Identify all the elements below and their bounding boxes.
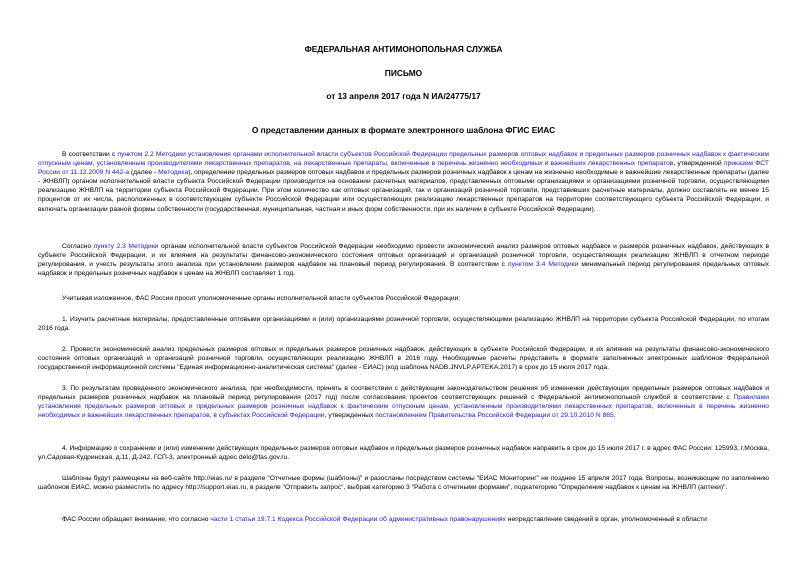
text-run: минимальный период регулирования предельных оптовых надбавок и предельных розничных надбавок к ценам на ЖНВЛП составляет 1 год. (38, 261, 770, 278)
paragraph-analysis (38, 242, 769, 278)
text-run: 3. По результатам проведенного экономического анализа, при необходимости, принять в соответствии с действующим законодательством решения об изменении действующих предельных размеров оптовых надбавок и предельных размеров розничных надбавок на плановый период регулирования (2017 год) после согласования проектов соответствующих решений с Федеральной антимонопольной службой в соответствии с (38, 385, 769, 402)
paragraph-item-4: 4. Информацию о сохранении и (или) изменении действующих предельных размеров оптовых надбавок и предельных размеров розничных надбавок направить в срок до 15 июля 2017 г. в адрес ФАС России: 125993, г.Москва, ул.Садовая-Кудринская, д.11, Д-242, ГСП-3, электронный адрес delo@fas.gov.ru. (38, 445, 769, 462)
text-run: В соответствии с (62, 151, 118, 158)
document-subject: О представлении данных в формате электронного шаблона ФГИС ЕИАС (251, 125, 556, 135)
methodology-clause-2-3-link[interactable]: пункту 2.3 Методики (93, 243, 159, 250)
agency-title: ФЕДЕРАЛЬНАЯ АНТИМОНОПОЛЬНАЯ СЛУЖБА (304, 44, 503, 54)
paragraph-methodology (38, 150, 769, 214)
paragraph-item-1: 1. Изучить расчетные материалы, предоставленные оптовыми организациями и (или) организациями розничной торговли, осуществляющими реализацию ЖНВЛП на территории субъекта Российской Федерации, по итогам 2016 года. (38, 316, 769, 333)
document-date-number: от 13 апреля 2017 года N ИА/24775/17 (326, 91, 481, 101)
koap-article-link[interactable]: части 1 статьи 19.7.1 Кодекса Российской Федерации об административных правонарушениях (210, 516, 506, 523)
text-run: Согласно (62, 243, 94, 250)
paragraph-item-3 (38, 384, 769, 420)
fst-order-link[interactable]: приказом ФСТ России от 11.12.2009 N 442-а (38, 160, 769, 177)
methodology-clause-3-4-link[interactable]: пунктом 3.4 Методики (508, 261, 579, 269)
text-run: органам исполнительной власти субъектов Российской Федерации необходимо провести экономический анализ размеров оптовых надбавок и размеров розничных надбавок, действующих в субъекте Российской Федерации, и их влияния на результаты финансово-экономического состояния оптовых организаций и организаций розничной торговли, осуществляющих реализацию ЖНВЛП в отчетном периоде регулирования, и учесть результаты этого анализа при установлении размеров надбавок на плановый период регулирования. В соответствии с (38, 243, 770, 269)
text-run: . (613, 412, 616, 420)
text-run: ), определение предельных размеров оптовых надбавок и предельных размеров розничных надбавок к ценам на жизненно необходимые и важнейшие лекарственные препараты (далее - ЖНВЛП) органом исполнительной власти субъекта Российской Федерации производится на основании расчетных материалов, представленных оптовыми организациями и организациями розничной торговли, осуществляющими реализацию ЖНВЛП на территории субъекта Российской Федерации. При этом количество как оптовых организаций, так и организаций розничной торговли, представивших расчетные материалы, должно составлять не менее 15 процентов от их числа, расположенных в соответствующем субъекте Российской Федерации или осуществляющих реализацию лекарственных препаратов на территории соответствующего субъекта Российской Федерации, и включать организации разной формы собственности (государственная, муниципальная, частная и иных форм собственности, при их наличии в субъекте Российской Федерации). (38, 169, 769, 213)
government-resolution-link[interactable]: постановлением Правительства Российской Федерации от 29.10.2010 N 865 (375, 412, 614, 420)
paragraph-request: Учитывая изложенное, ФАС России просит уполномоченные органы исполнительной власти субъектов Российской Федерации: (62, 295, 461, 302)
paragraph-item-2: 2. Провести экономический анализ предельных размеров оптовых и предельных размеров розничных надбавок, действующих в субъекте Российской Федерации, и их влияния на результаты финансово-экономического состояния оптовых организаций и организаций розничной торговли, осуществляющих реализацию ЖНВЛП в 2016 году. Необходимые расчеты представить в формате заполненных электронных шаблонов Федеральной государственной информационной системы "Единая информационно-аналитическая система" (далее - ЕИАС) (код шаблона NADB.JNVLP.APTEKA.2017) в срок до 15 июля 2017 года. (38, 346, 769, 372)
text-run: , утвержденной (673, 160, 724, 168)
methodology-clause-2-2-link[interactable]: пунктом 2.2 Методики установления органами исполнительной власти субъектов Российской Федерации предельных размеров оптовых надбавок и предельных размеров розничных надбавок к фактическим отпускным ценам, установленным производителями лекарственных препаратов, на лекарственные препараты, включенные в перечень жизненно необходимых и важнейших лекарственных препаратов (38, 151, 769, 168)
markup-rules-link[interactable]: Правилами установления предельных размеров оптовых и предельных размеров розничных надбавок к фактическим отпускным ценам, установленным производителями лекарственных препаратов, включенных в перечень жизненно необходимых и важнейших лекарственных препаратов, в субъектах Российской Федерации (38, 394, 769, 420)
document-type: ПИСЬМО (384, 68, 423, 78)
text-run: , утвержденных (324, 412, 376, 420)
paragraph-templates: Шаблоны будут размещены на веб-сайте http://eias.ru/ в разделе "Отчетные формы (шаблоны)" и разосланы посредством системы "ЕИАС Мониторинг" не позднее 15 апреля 2017 года. Вопросы, возникающие по заполнению шаблонов ЕИАС, можно разместить по адресу http://support.eias.ru, в разделе "Отправить запрос", выбрав категорию 3 "Работа с отчетными формами", подкатегорию "Определение надбавок к ценам на ЖНВЛП (аптеки)". (38, 475, 769, 492)
text-run: непредставление сведений в орган, уполномоченный в области (505, 516, 707, 523)
paragraph-administrative-code (38, 515, 769, 524)
methodology-link[interactable]: Методика (158, 169, 189, 177)
text-run: ФАС России обращает внимание, что согласно (62, 516, 211, 523)
text-run: (далее - (129, 169, 159, 177)
